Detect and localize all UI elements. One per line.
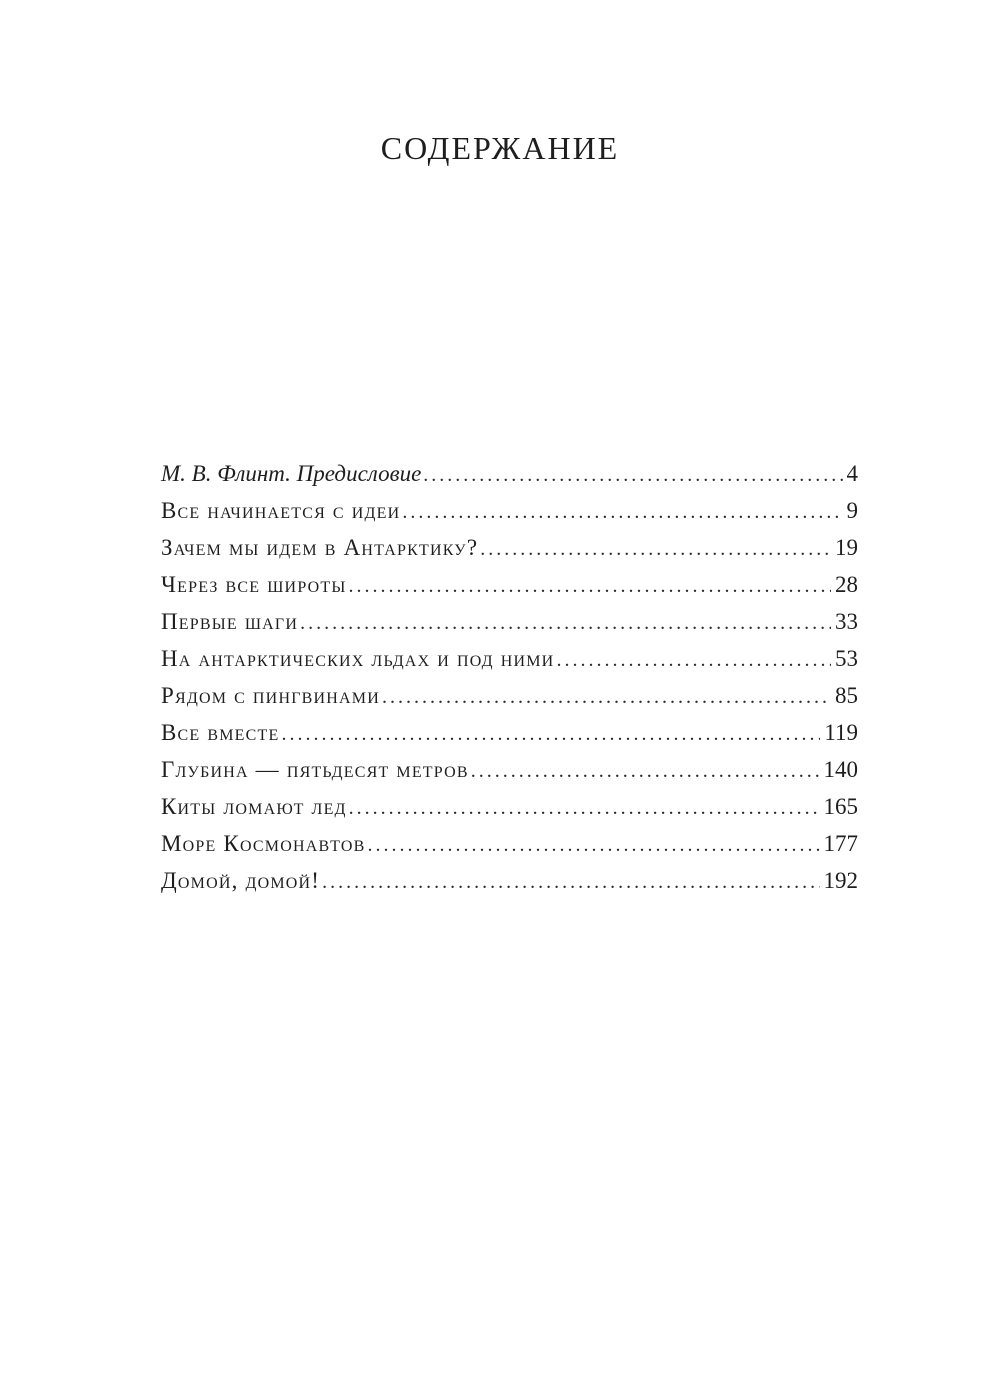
toc-entry-title: Домой, домой!	[161, 868, 321, 893]
toc-entry-title: Все вместе	[161, 720, 280, 745]
toc-entry	[161, 751, 858, 788]
toc-entry	[161, 714, 858, 751]
toc-entry-page: 4	[846, 461, 858, 486]
toc-entry-page: 9	[846, 498, 858, 523]
toc-entry-page: 165	[823, 794, 858, 819]
toc-entry	[161, 566, 858, 603]
toc-entry-page: 177	[823, 831, 858, 856]
toc-entry-page: 33	[835, 609, 858, 634]
toc-entry-page: 28	[835, 572, 858, 597]
toc-entry	[161, 640, 858, 677]
table-of-contents	[161, 455, 858, 899]
toc-entry-title: Море Космонавтов	[161, 831, 366, 856]
toc-entry-title: На антарктических льдах и под ними	[161, 646, 555, 671]
toc-entry-title: М. В. Флинт. Предисловие	[161, 461, 422, 486]
dot-leader	[281, 716, 820, 753]
dot-leader	[480, 531, 831, 568]
toc-entry-page: 19	[835, 535, 858, 560]
dot-leader	[322, 864, 819, 901]
toc-entry-page: 192	[823, 868, 858, 893]
toc-entry	[161, 677, 858, 714]
page-title: СОДЕРЖАНИЕ	[380, 130, 620, 166]
toc-entry	[161, 825, 858, 862]
toc-entry-page: 53	[835, 646, 858, 671]
dot-leader	[368, 827, 820, 864]
toc-entry-page: 85	[835, 683, 858, 708]
toc-entry-title: Рядом с пингвинами	[161, 683, 380, 708]
toc-entry	[161, 492, 858, 529]
toc-entry	[161, 788, 858, 825]
toc-entry-title: Глубина — пятьдесят метров	[161, 757, 469, 782]
toc-entry	[161, 529, 858, 566]
toc-entry-title: Через все широты	[161, 572, 347, 597]
toc-entry-title: Первые шаги	[161, 609, 299, 634]
dot-leader	[471, 753, 820, 790]
toc-entry-title: Киты ломают лед	[161, 794, 347, 819]
dot-leader	[402, 494, 842, 531]
toc-entry-page: 119	[824, 720, 858, 745]
toc-entry-title: Все начинается с идеи	[161, 498, 401, 523]
toc-entry-title: Зачем мы идем в Антарктику?	[161, 535, 479, 560]
dot-leader	[423, 457, 842, 494]
dot-leader	[349, 568, 832, 605]
toc-entry-page: 140	[823, 757, 858, 782]
toc-entry	[161, 862, 858, 899]
dot-leader	[382, 679, 831, 716]
toc-entry	[161, 603, 858, 640]
toc-entry	[161, 455, 858, 492]
dot-leader	[300, 605, 831, 642]
dot-leader	[349, 790, 820, 827]
dot-leader	[556, 642, 831, 679]
